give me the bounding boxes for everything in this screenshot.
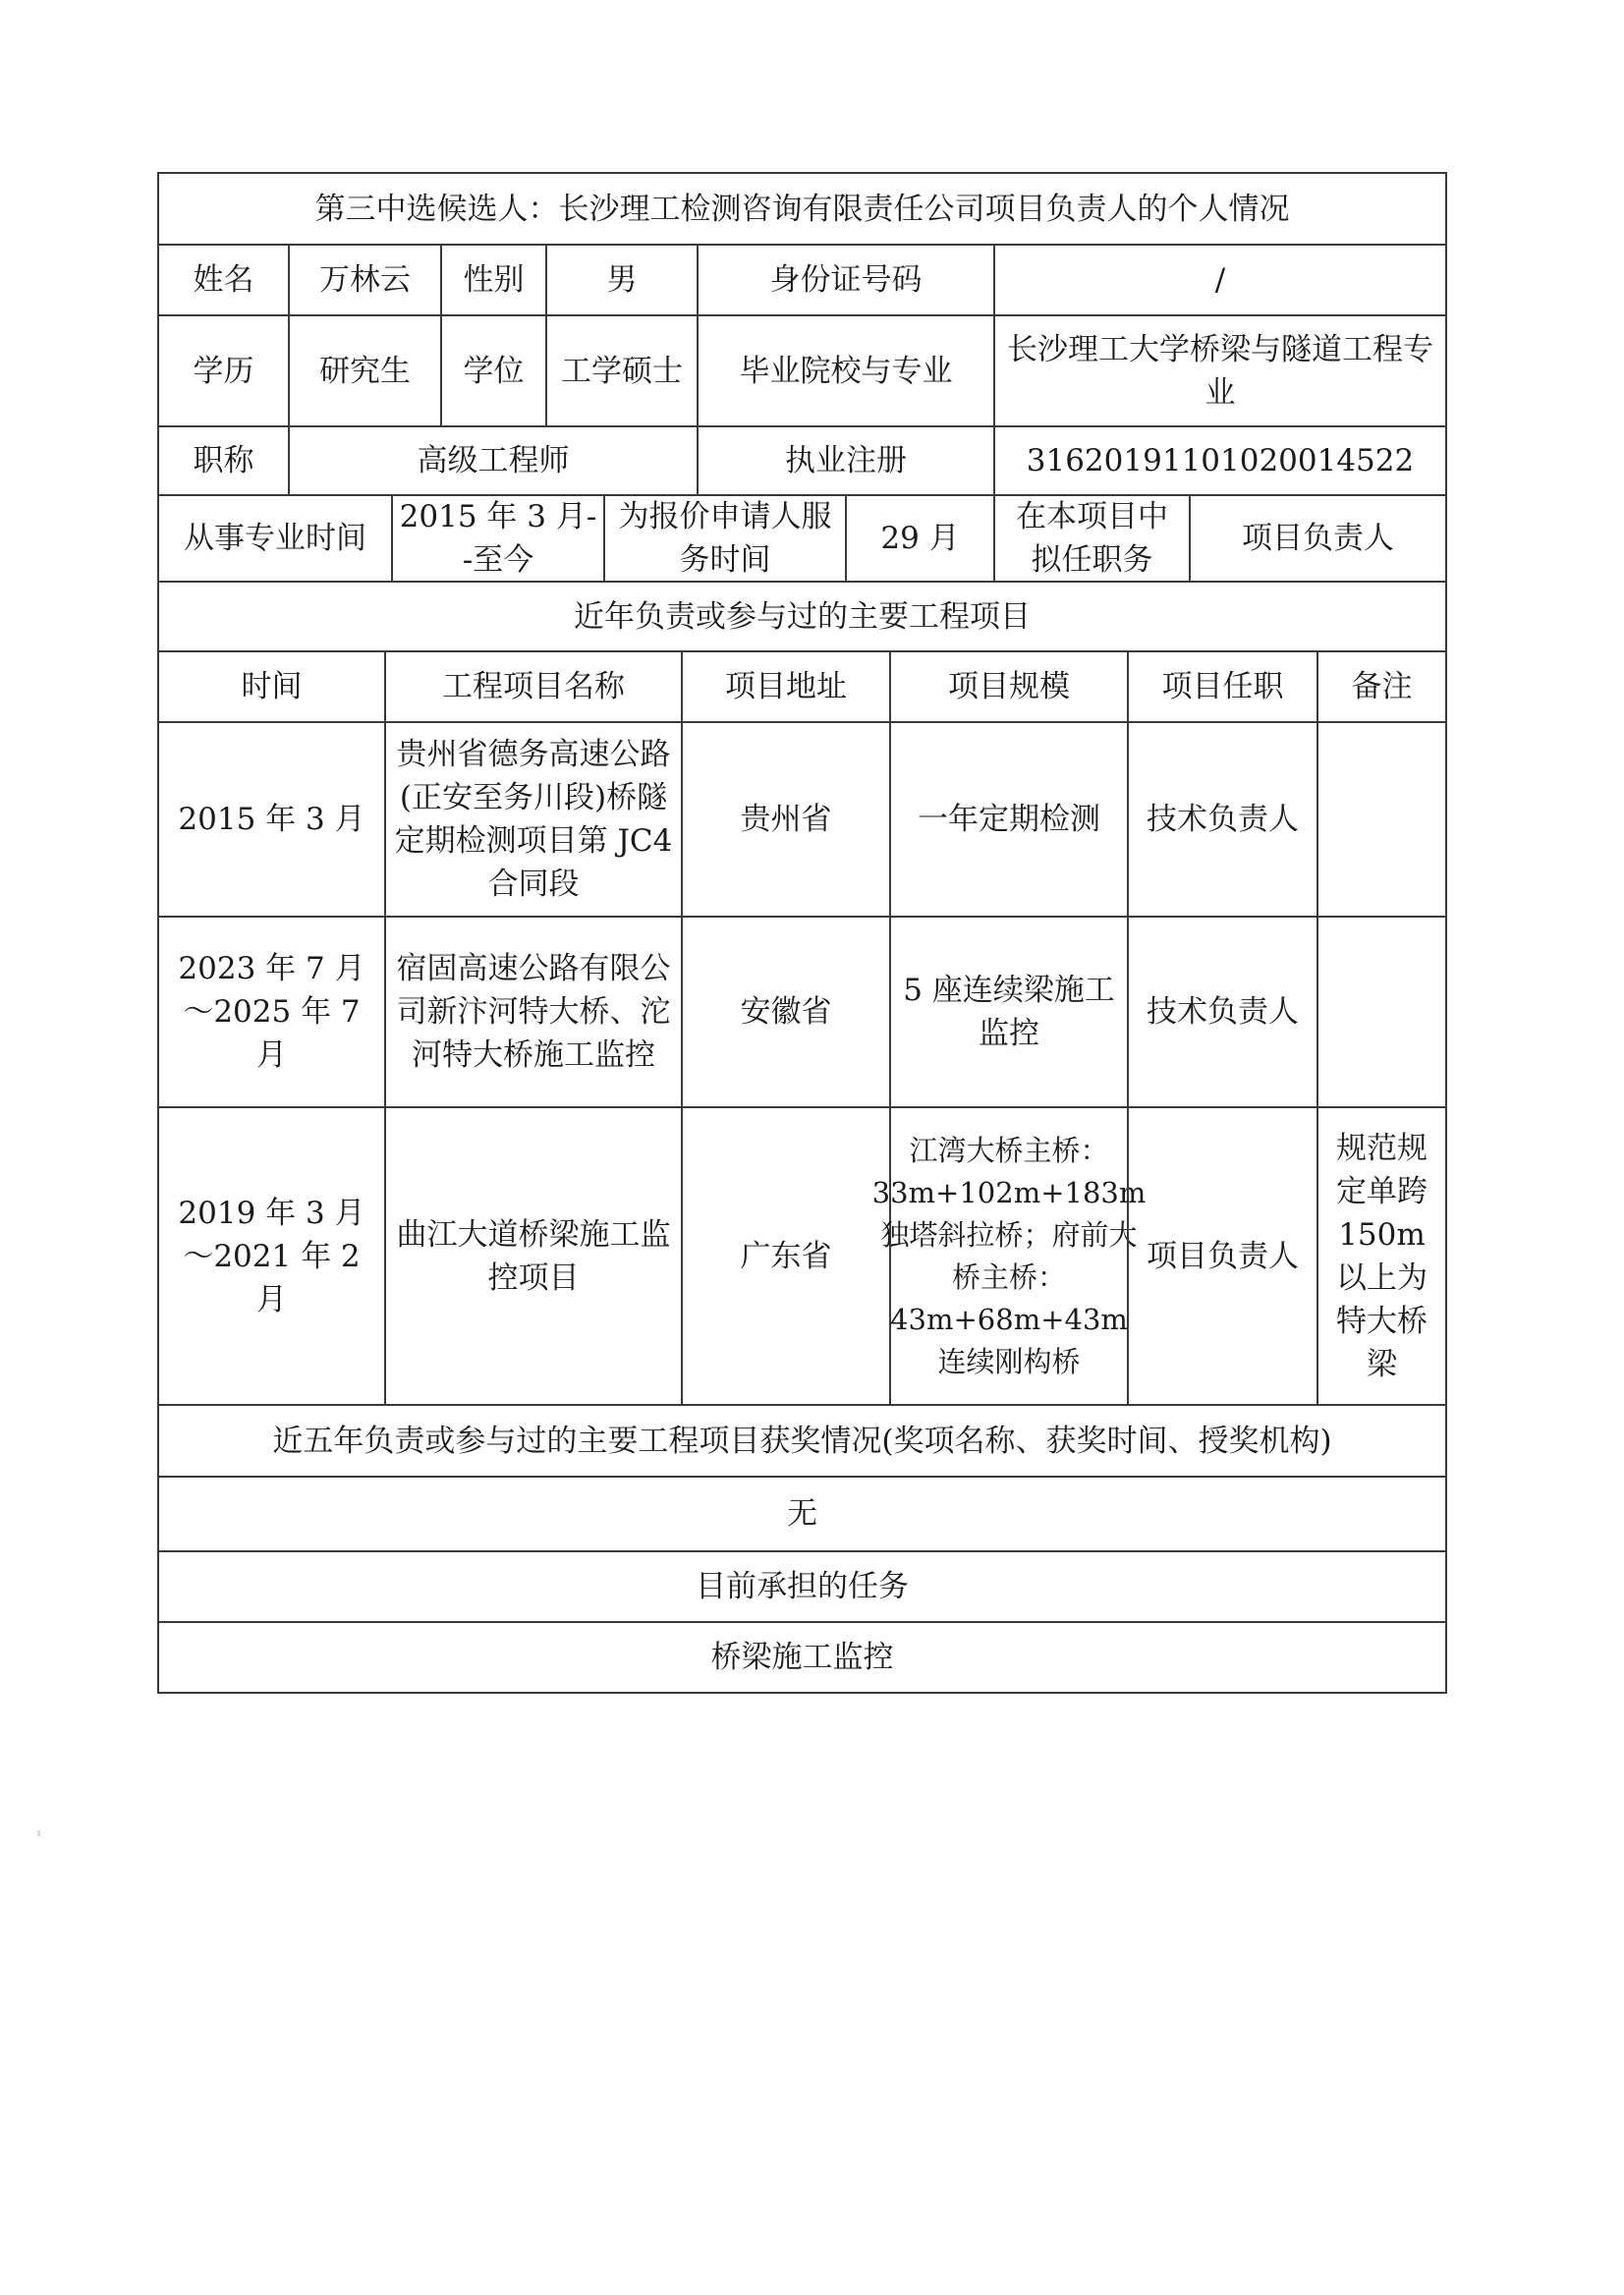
professional-title-value: 高级工程师 (288, 427, 697, 494)
column-header: 备注 (1316, 652, 1445, 721)
gender-label: 性别 (440, 246, 545, 314)
awards-heading-row (159, 1404, 1445, 1476)
project-position: 技术负责人 (1127, 918, 1316, 1106)
table-row (159, 721, 1445, 916)
registration-value: 31620191101020014522 (993, 427, 1445, 494)
project-note: 规范规定单跨 150m 以上为特大桥梁 (1316, 1108, 1445, 1404)
work-since-value: 2015 年 3 月--至今 (391, 496, 603, 581)
project-scale: 5 座连续梁施工监控 (889, 918, 1127, 1106)
registration-label: 执业注册 (697, 427, 993, 494)
id-label: 身份证号码 (697, 246, 993, 314)
scan-speck (37, 1830, 40, 1836)
education-value: 研究生 (288, 316, 440, 425)
school-label: 毕业院校与专业 (697, 316, 993, 425)
table-title-row (159, 174, 1445, 244)
project-address: 贵州省 (681, 723, 889, 916)
projects-heading-row (159, 581, 1445, 650)
project-name: 曲江大道桥梁施工监控项目 (384, 1108, 681, 1404)
column-header: 工程项目名称 (384, 652, 681, 721)
work-since-label: 从事专业时间 (184, 521, 366, 556)
column-header: 项目任职 (1127, 652, 1316, 721)
project-address: 安徽省 (681, 918, 889, 1106)
awards-value-row (159, 1476, 1445, 1550)
service-time-value: 29 月 (845, 496, 993, 581)
projects-header-row (159, 650, 1445, 721)
tasks-value-row (159, 1621, 1445, 1692)
name-value: 万林云 (288, 246, 440, 314)
role-value: 项目负责人 (1189, 496, 1445, 581)
awards-value: 无 (787, 1496, 817, 1532)
project-position: 项目负责人 (1127, 1108, 1316, 1404)
column-header: 项目地址 (681, 652, 889, 721)
column-header: 项目规模 (889, 652, 1127, 721)
table-title: 第三中选候选人：长沙理工检测咨询有限责任公司项目负责人的个人情况 (314, 191, 1290, 227)
project-scale: 江湾大桥主桥：33m+102m+183m 独塔斜拉桥；府前大桥主桥：43m+68m+43m 连续刚构桥 (889, 1108, 1127, 1404)
school-value: 长沙理工大学桥梁与隧道工程专业 (993, 316, 1445, 425)
name-row (159, 244, 1445, 314)
work-time-row (159, 494, 1445, 581)
degree-label: 学位 (440, 316, 545, 425)
tasks-heading: 目前承担的任务 (696, 1569, 909, 1604)
personal-info-table (157, 172, 1447, 1694)
name-label: 姓名 (193, 262, 254, 298)
project-address: 广东省 (681, 1108, 889, 1404)
title-row (159, 425, 1445, 494)
column-header: 时间 (241, 669, 303, 704)
degree-value: 工学硕士 (545, 316, 697, 425)
awards-heading: 近五年负责或参与过的主要工程项目获奖情况(奖项名称、获奖时间、授奖机构) (272, 1423, 1332, 1459)
project-note (1316, 723, 1445, 916)
id-value: / (993, 246, 1445, 314)
project-scale: 一年定期检测 (889, 723, 1127, 916)
tasks-heading-row (159, 1550, 1445, 1621)
project-time: 2015 年 3 月 (178, 802, 365, 837)
projects-heading: 近年负责或参与过的主要工程项目 (574, 598, 1031, 635)
project-note (1316, 918, 1445, 1106)
project-time: 2023 年 7 月～2025 年 7 月 (178, 951, 365, 1073)
project-name: 宿固高速公路有限公司新汴河特大桥、沱河特大桥施工监控 (384, 918, 681, 1106)
tasks-value: 桥梁施工监控 (710, 1640, 894, 1675)
project-position: 技术负责人 (1127, 723, 1316, 916)
professional-title-label: 职称 (193, 443, 254, 478)
table-row (159, 1106, 1445, 1404)
service-time-label: 为报价申请人服务时间 (603, 496, 845, 581)
project-time: 2019 年 3 月～2021 年 2 月 (178, 1195, 365, 1317)
gender-value: 男 (545, 246, 697, 314)
project-name: 贵州省德务高速公路(正安至务川段)桥隧定期检测项目第 JC4 合同段 (384, 723, 681, 916)
role-label: 在本项目中拟任职务 (993, 496, 1189, 581)
table-row (159, 916, 1445, 1106)
education-label: 学历 (193, 353, 254, 389)
education-row (159, 314, 1445, 425)
